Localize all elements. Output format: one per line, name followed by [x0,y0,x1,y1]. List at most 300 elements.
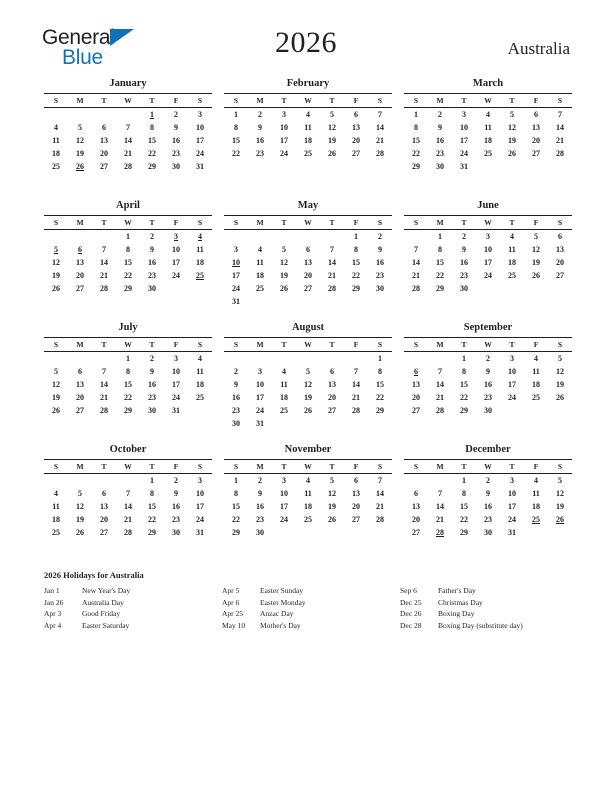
day-cell[interactable]: 29 [124,284,132,293]
day-cell[interactable]: 3 [282,476,286,485]
day-cell[interactable]: 17 [508,502,516,511]
day-cell[interactable]: 5 [54,367,58,376]
day-cell[interactable]: 19 [556,502,564,511]
day-cell[interactable]: 22 [352,271,360,280]
day-cell[interactable]: 28 [124,528,132,537]
day-cell[interactable]: 17 [280,502,288,511]
day-cell-holiday[interactable]: 6 [414,367,418,376]
day-cell[interactable]: 7 [354,367,358,376]
day-cell[interactable]: 13 [76,380,84,389]
day-cell[interactable]: 18 [52,149,60,158]
day-cell[interactable]: 31 [172,406,180,415]
day-cell[interactable]: 23 [232,406,240,415]
day-cell[interactable]: 11 [52,136,60,145]
day-cell[interactable]: 13 [328,380,336,389]
day-cell[interactable]: 27 [76,284,84,293]
day-cell[interactable]: 20 [328,393,336,402]
day-cell[interactable]: 9 [486,367,490,376]
day-cell-holiday[interactable]: 26 [76,162,84,171]
day-cell[interactable]: 3 [510,476,514,485]
day-cell-holiday[interactable]: 28 [436,528,444,537]
day-cell[interactable]: 17 [280,136,288,145]
day-cell[interactable]: 27 [100,528,108,537]
day-cell[interactable]: 30 [232,419,240,428]
day-cell[interactable]: 4 [54,123,58,132]
day-cell[interactable]: 4 [198,354,202,363]
day-cell[interactable]: 12 [508,123,516,132]
day-cell[interactable]: 12 [52,380,60,389]
day-cell[interactable]: 13 [352,123,360,132]
day-cell[interactable]: 25 [304,149,312,158]
day-cell[interactable]: 18 [280,393,288,402]
day-cell[interactable]: 16 [172,502,180,511]
day-cell[interactable]: 6 [534,110,538,119]
day-cell[interactable]: 13 [532,123,540,132]
day-cell[interactable]: 21 [124,149,132,158]
day-cell[interactable]: 22 [124,393,132,402]
day-cell[interactable]: 7 [558,110,562,119]
day-cell[interactable]: 25 [52,162,60,171]
day-cell[interactable]: 11 [532,367,540,376]
day-cell[interactable]: 22 [124,271,132,280]
day-cell[interactable]: 2 [174,110,178,119]
day-cell[interactable]: 6 [330,367,334,376]
day-cell[interactable]: 11 [304,489,312,498]
day-cell[interactable]: 21 [124,515,132,524]
day-cell[interactable]: 9 [174,123,178,132]
day-cell[interactable]: 22 [460,393,468,402]
day-cell[interactable]: 13 [100,136,108,145]
day-cell[interactable]: 11 [508,245,516,254]
day-cell[interactable]: 5 [510,110,514,119]
day-cell[interactable]: 15 [436,258,444,267]
day-cell[interactable]: 4 [534,476,538,485]
day-cell[interactable]: 14 [436,380,444,389]
day-cell[interactable]: 15 [124,258,132,267]
day-cell[interactable]: 26 [52,284,60,293]
day-cell[interactable]: 6 [102,123,106,132]
day-cell[interactable]: 22 [412,149,420,158]
day-cell[interactable]: 21 [556,136,564,145]
day-cell[interactable]: 22 [148,515,156,524]
day-cell[interactable]: 20 [100,515,108,524]
day-cell[interactable]: 17 [232,271,240,280]
day-cell[interactable]: 25 [196,393,204,402]
day-cell[interactable]: 5 [558,354,562,363]
day-cell[interactable]: 11 [280,380,288,389]
day-cell[interactable]: 3 [510,354,514,363]
day-cell[interactable]: 18 [52,515,60,524]
day-cell[interactable]: 7 [102,245,106,254]
day-cell[interactable]: 22 [376,393,384,402]
day-cell[interactable]: 18 [532,502,540,511]
day-cell[interactable]: 17 [460,136,468,145]
day-cell[interactable]: 25 [508,271,516,280]
day-cell[interactable]: 31 [232,297,240,306]
day-cell[interactable]: 28 [352,406,360,415]
day-cell[interactable]: 10 [460,123,468,132]
day-cell[interactable]: 23 [172,149,180,158]
day-cell[interactable]: 17 [508,380,516,389]
day-cell[interactable]: 24 [196,149,204,158]
day-cell[interactable]: 11 [196,367,204,376]
day-cell[interactable]: 26 [508,149,516,158]
day-cell[interactable]: 23 [484,515,492,524]
day-cell[interactable]: 24 [232,284,240,293]
day-cell[interactable]: 30 [256,528,264,537]
day-cell[interactable]: 19 [328,136,336,145]
day-cell[interactable]: 3 [486,232,490,241]
day-cell[interactable]: 2 [258,476,262,485]
day-cell[interactable]: 4 [258,245,262,254]
day-cell[interactable]: 31 [196,528,204,537]
day-cell[interactable]: 31 [196,162,204,171]
day-cell[interactable]: 8 [126,367,130,376]
day-cell[interactable]: 23 [460,271,468,280]
day-cell[interactable]: 9 [150,245,154,254]
day-cell[interactable]: 30 [376,284,384,293]
day-cell[interactable]: 3 [174,354,178,363]
day-cell[interactable]: 5 [330,476,334,485]
day-cell[interactable]: 8 [150,123,154,132]
day-cell[interactable]: 14 [556,123,564,132]
day-cell[interactable]: 23 [172,515,180,524]
day-cell[interactable]: 26 [52,406,60,415]
day-cell[interactable]: 1 [354,232,358,241]
day-cell[interactable]: 11 [256,258,264,267]
day-cell[interactable]: 8 [462,367,466,376]
day-cell[interactable]: 16 [484,380,492,389]
day-cell[interactable]: 13 [76,258,84,267]
day-cell[interactable]: 11 [304,123,312,132]
day-cell[interactable]: 21 [352,393,360,402]
day-cell[interactable]: 18 [256,271,264,280]
day-cell[interactable]: 28 [376,515,384,524]
day-cell[interactable]: 10 [172,245,180,254]
day-cell[interactable]: 24 [280,149,288,158]
day-cell[interactable]: 11 [532,489,540,498]
day-cell[interactable]: 7 [126,489,130,498]
day-cell[interactable]: 16 [256,502,264,511]
day-cell[interactable]: 29 [352,284,360,293]
day-cell[interactable]: 25 [256,284,264,293]
day-cell[interactable]: 23 [484,393,492,402]
day-cell[interactable]: 7 [438,489,442,498]
day-cell[interactable]: 20 [304,271,312,280]
day-cell[interactable]: 17 [196,136,204,145]
day-cell[interactable]: 1 [414,110,418,119]
day-cell[interactable]: 9 [174,489,178,498]
day-cell[interactable]: 14 [124,502,132,511]
day-cell-holiday[interactable]: 3 [174,232,178,241]
day-cell[interactable]: 9 [438,123,442,132]
day-cell[interactable]: 24 [172,393,180,402]
day-cell[interactable]: 28 [556,149,564,158]
day-cell[interactable]: 12 [532,245,540,254]
day-cell[interactable]: 1 [150,476,154,485]
day-cell[interactable]: 14 [376,123,384,132]
day-cell[interactable]: 30 [484,406,492,415]
day-cell[interactable]: 9 [486,489,490,498]
day-cell[interactable]: 4 [306,110,310,119]
day-cell[interactable]: 27 [556,271,564,280]
day-cell[interactable]: 11 [484,123,492,132]
day-cell[interactable]: 8 [438,245,442,254]
day-cell[interactable]: 13 [412,502,420,511]
day-cell[interactable]: 21 [100,271,108,280]
day-cell[interactable]: 29 [436,284,444,293]
day-cell[interactable]: 26 [556,393,564,402]
day-cell[interactable]: 24 [484,271,492,280]
day-cell[interactable]: 25 [484,149,492,158]
day-cell-holiday[interactable]: 25 [532,515,540,524]
day-cell[interactable]: 10 [508,367,516,376]
day-cell[interactable]: 23 [256,149,264,158]
day-cell[interactable]: 29 [148,528,156,537]
day-cell[interactable]: 1 [462,476,466,485]
day-cell[interactable]: 12 [76,502,84,511]
day-cell[interactable]: 16 [148,380,156,389]
day-cell[interactable]: 8 [150,489,154,498]
day-cell[interactable]: 18 [304,502,312,511]
day-cell[interactable]: 12 [76,136,84,145]
day-cell[interactable]: 27 [352,149,360,158]
day-cell[interactable]: 1 [378,354,382,363]
day-cell[interactable]: 24 [460,149,468,158]
day-cell[interactable]: 12 [328,489,336,498]
day-cell[interactable]: 1 [234,110,238,119]
day-cell[interactable]: 4 [54,489,58,498]
day-cell[interactable]: 7 [330,245,334,254]
day-cell[interactable]: 7 [378,110,382,119]
day-cell[interactable]: 15 [148,136,156,145]
day-cell[interactable]: 13 [304,258,312,267]
day-cell[interactable]: 3 [198,110,202,119]
day-cell[interactable]: 2 [234,367,238,376]
day-cell[interactable]: 16 [172,136,180,145]
day-cell[interactable]: 8 [414,123,418,132]
day-cell[interactable]: 2 [150,232,154,241]
day-cell[interactable]: 27 [412,406,420,415]
day-cell[interactable]: 28 [124,162,132,171]
day-cell[interactable]: 8 [378,367,382,376]
day-cell[interactable]: 7 [438,367,442,376]
day-cell[interactable]: 16 [460,258,468,267]
day-cell[interactable]: 4 [486,110,490,119]
day-cell[interactable]: 27 [532,149,540,158]
day-cell[interactable]: 16 [148,258,156,267]
day-cell[interactable]: 3 [198,476,202,485]
day-cell[interactable]: 20 [412,515,420,524]
day-cell[interactable]: 15 [148,502,156,511]
day-cell[interactable]: 26 [532,271,540,280]
day-cell[interactable]: 6 [414,489,418,498]
day-cell[interactable]: 15 [232,136,240,145]
day-cell[interactable]: 22 [436,271,444,280]
day-cell[interactable]: 4 [306,476,310,485]
day-cell[interactable]: 25 [52,528,60,537]
day-cell[interactable]: 1 [462,354,466,363]
day-cell[interactable]: 15 [460,502,468,511]
day-cell[interactable]: 11 [52,502,60,511]
day-cell[interactable]: 9 [150,367,154,376]
day-cell[interactable]: 9 [378,245,382,254]
day-cell[interactable]: 1 [126,232,130,241]
day-cell[interactable]: 22 [232,515,240,524]
day-cell[interactable]: 21 [100,393,108,402]
day-cell[interactable]: 2 [150,354,154,363]
day-cell[interactable]: 17 [172,380,180,389]
day-cell[interactable]: 30 [460,284,468,293]
day-cell[interactable]: 20 [76,271,84,280]
day-cell[interactable]: 28 [100,284,108,293]
day-cell[interactable]: 25 [280,406,288,415]
day-cell[interactable]: 1 [234,476,238,485]
day-cell[interactable]: 21 [436,393,444,402]
day-cell[interactable]: 22 [232,149,240,158]
day-cell[interactable]: 12 [556,367,564,376]
day-cell[interactable]: 21 [328,271,336,280]
day-cell[interactable]: 13 [412,380,420,389]
day-cell[interactable]: 14 [376,489,384,498]
day-cell[interactable]: 21 [376,136,384,145]
day-cell[interactable]: 4 [282,367,286,376]
day-cell[interactable]: 18 [484,136,492,145]
day-cell[interactable]: 19 [532,258,540,267]
day-cell[interactable]: 3 [462,110,466,119]
day-cell[interactable]: 12 [556,489,564,498]
day-cell[interactable]: 20 [412,393,420,402]
day-cell[interactable]: 24 [280,515,288,524]
day-cell[interactable]: 20 [76,393,84,402]
day-cell[interactable]: 6 [354,110,358,119]
day-cell[interactable]: 13 [556,245,564,254]
day-cell[interactable]: 8 [234,123,238,132]
day-cell[interactable]: 23 [376,271,384,280]
day-cell[interactable]: 30 [484,528,492,537]
day-cell[interactable]: 5 [558,476,562,485]
day-cell[interactable]: 24 [196,515,204,524]
day-cell[interactable]: 1 [438,232,442,241]
day-cell-holiday[interactable]: 26 [556,515,564,524]
day-cell[interactable]: 25 [532,393,540,402]
day-cell[interactable]: 7 [126,123,130,132]
day-cell[interactable]: 30 [436,162,444,171]
day-cell[interactable]: 17 [484,258,492,267]
day-cell[interactable]: 30 [148,406,156,415]
day-cell[interactable]: 15 [460,380,468,389]
day-cell[interactable]: 20 [532,136,540,145]
day-cell[interactable]: 5 [78,123,82,132]
day-cell-holiday[interactable]: 25 [196,271,204,280]
day-cell[interactable]: 15 [352,258,360,267]
day-cell[interactable]: 5 [306,367,310,376]
day-cell[interactable]: 14 [352,380,360,389]
day-cell[interactable]: 30 [172,528,180,537]
day-cell[interactable]: 12 [304,380,312,389]
day-cell[interactable]: 23 [436,149,444,158]
day-cell[interactable]: 2 [378,232,382,241]
day-cell[interactable]: 25 [304,515,312,524]
day-cell[interactable]: 26 [328,149,336,158]
day-cell[interactable]: 29 [148,162,156,171]
day-cell[interactable]: 27 [412,528,420,537]
day-cell[interactable]: 10 [196,123,204,132]
day-cell[interactable]: 21 [376,502,384,511]
day-cell[interactable]: 10 [280,489,288,498]
day-cell[interactable]: 6 [78,367,82,376]
day-cell[interactable]: 28 [376,149,384,158]
day-cell[interactable]: 27 [352,515,360,524]
day-cell[interactable]: 8 [234,489,238,498]
day-cell[interactable]: 13 [352,489,360,498]
day-cell[interactable]: 4 [534,354,538,363]
day-cell-holiday[interactable]: 4 [198,232,202,241]
day-cell[interactable]: 14 [100,380,108,389]
day-cell[interactable]: 8 [354,245,358,254]
day-cell[interactable]: 12 [52,258,60,267]
day-cell[interactable]: 21 [436,515,444,524]
day-cell[interactable]: 19 [328,502,336,511]
day-cell[interactable]: 17 [172,258,180,267]
day-cell[interactable]: 9 [258,123,262,132]
day-cell[interactable]: 19 [52,271,60,280]
day-cell[interactable]: 26 [76,528,84,537]
day-cell[interactable]: 29 [460,406,468,415]
day-cell[interactable]: 31 [256,419,264,428]
day-cell[interactable]: 18 [532,380,540,389]
day-cell[interactable]: 10 [508,489,516,498]
day-cell[interactable]: 2 [438,110,442,119]
day-cell[interactable]: 7 [378,476,382,485]
day-cell[interactable]: 16 [232,393,240,402]
day-cell[interactable]: 16 [376,258,384,267]
day-cell[interactable]: 6 [354,476,358,485]
day-cell[interactable]: 28 [328,284,336,293]
day-cell[interactable]: 28 [100,406,108,415]
day-cell[interactable]: 11 [196,245,204,254]
day-cell-holiday[interactable]: 1 [150,110,154,119]
day-cell[interactable]: 7 [102,367,106,376]
day-cell[interactable]: 17 [256,393,264,402]
day-cell[interactable]: 14 [328,258,336,267]
day-cell[interactable]: 14 [412,258,420,267]
day-cell[interactable]: 29 [460,528,468,537]
day-cell[interactable]: 18 [196,258,204,267]
day-cell[interactable]: 19 [76,149,84,158]
day-cell[interactable]: 30 [172,162,180,171]
day-cell[interactable]: 14 [100,258,108,267]
day-cell[interactable]: 14 [124,136,132,145]
day-cell[interactable]: 7 [414,245,418,254]
day-cell-holiday[interactable]: 6 [78,245,82,254]
day-cell[interactable]: 19 [280,271,288,280]
day-cell[interactable]: 5 [78,489,82,498]
day-cell[interactable]: 10 [484,245,492,254]
day-cell-holiday[interactable]: 5 [54,245,58,254]
day-cell[interactable]: 15 [124,380,132,389]
day-cell[interactable]: 15 [232,502,240,511]
day-cell[interactable]: 12 [280,258,288,267]
day-cell-holiday[interactable]: 10 [232,258,240,267]
day-cell[interactable]: 12 [328,123,336,132]
day-cell[interactable]: 31 [508,528,516,537]
day-cell[interactable]: 6 [558,232,562,241]
day-cell[interactable]: 29 [124,406,132,415]
day-cell[interactable]: 1 [126,354,130,363]
day-cell[interactable]: 18 [304,136,312,145]
day-cell[interactable]: 23 [256,515,264,524]
